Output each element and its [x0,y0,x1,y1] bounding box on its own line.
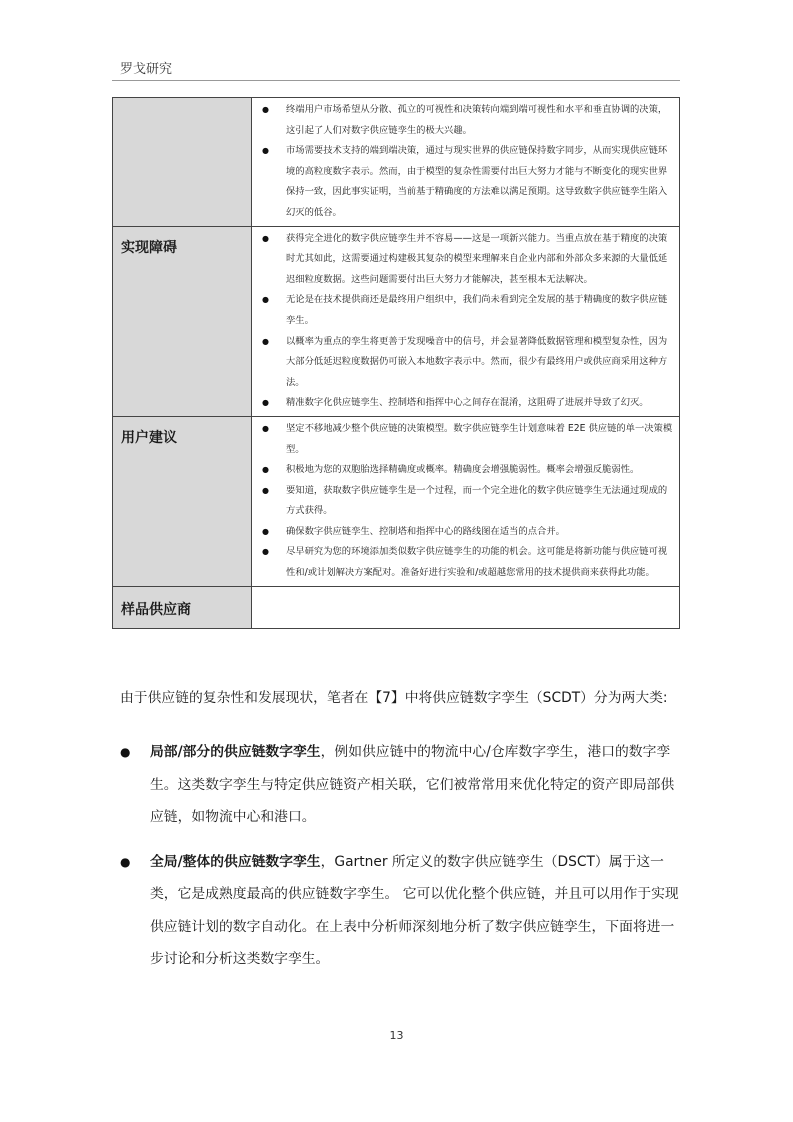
list-item: ● 终端用户市场希望从分散、孤立的可视性和决策转向端到端可视性和水平和垂直协调的决策，这引起了人们对数字供应链孪生的极大兴趣。 [264,100,673,141]
list-item [120,846,680,976]
list-item: ● 尽早研究为您的环境添加类似数字供应链孪生的功能的机会。这可能是将新功能与供应链可视性和/或计划解决方案配对。准备好进行实验和/或超越您常用的技术提供商来获得此功能。 [264,542,673,583]
bullet-lead: 局部/部分的供应链数字孪生 [150,744,321,760]
list-item: ● 确保数字供应链孪生、控制塔和指挥中心的路线图在适当的点合并。 [264,522,673,543]
row-content [252,586,680,628]
running-header: 罗戈研究 [120,62,173,77]
list-item: ● 要知道，获取数字供应链孪生是一个过程，而一个完全进化的数字供应链孪生无法通过现成的方式获得。 [264,481,673,522]
row-label: 实现障碍 [113,226,252,416]
list-item: ● 积极地为您的双胞胎选择精确度或概率。精确度会增强脆弱性。概率会增强反脆弱性。 [264,460,673,481]
table-row [113,226,680,416]
row-content [252,416,680,586]
list-item: ● 获得完全进化的数字供应链孪生并不容易——这是一项新兴能力。当重点放在基于精度的决策时尤其如此，这需要通过构建极其复杂的模型来理解来自企业内部和外部众多来源的大量低延迟细粒度数据。这些问题需要付出巨大努力才能解决，甚至根本无法解决。 [264,229,673,291]
list-item [120,736,680,834]
list-item: ● 无论是在技术提供商还是最终用户组织中，我们尚未看到完全发展的基于精确度的数字供应链孪生。 [264,290,673,331]
list-item: ● 精准数字化供应链孪生、控制塔和指挥中心之间存在混淆，这阻碍了进展并导致了幻灭。 [264,393,673,414]
row-label: 用户建议 [113,416,252,586]
table-row [113,416,680,586]
row-content [252,98,680,227]
bullet-text: ，例如供应链中的物流中心/仓库数字孪生，港口的数字孪生。这类数字孪生与特定供应链资产相关联，它们被常常用来优化特定的资产即局部供应链，如物流中心和港口。 [150,744,675,825]
table-row [113,586,680,628]
bullet-lead: 全局/整体的供应链数字孪生 [150,853,321,870]
bullet-text: ，Gartner 所定义的数字供应链孪生（DSCT）属于这一类，它是成熟度最高的供应链数字孪生。 它可以优化整个供应链，并且可以用作于实现供应链计划的数字自动化。在上表中分析师深刻地分析了数字供应链孪生，下面将进一步讨论和分析这类数字孪生。 [150,853,679,967]
table-row [113,98,680,227]
list-item: ● 以概率为重点的孪生将更善于发现噪音中的信号，并会显著降低数据管理和模型复杂性，因为大部分低延迟粒度数据仍可嵌入本地数字表示中。然而，很少有最终用户或供应商采用这种方法。 [264,332,673,394]
list-item: ● 坚定不移地减少整个供应链的决策模型。数字供应链孪生计划意味着 E2E 供应链的单一决策模型。 [264,419,673,460]
list-item: ● 市场需要技术支持的端到端决策，通过与现实世界的供应链保持数字同步，从而实现供应链环境的高粒度数字表示。然而，由于模型的复杂性需要付出巨大努力才能与不断变化的现实世界保持一致，因此事实证明，当前基于精确度的方法难以满足预期。这导致数字供应链孪生陷入幻灭的低谷。 [264,141,673,223]
hype-cycle-table [112,97,680,629]
row-label [113,98,252,227]
intro-paragraph: 由于供应链的复杂性和发展现状，笔者在【7】中将供应链数字孪生（SCDT）分为两大类: [120,690,668,706]
category-list [120,736,680,988]
page-number: 13 [389,1029,404,1042]
row-content [252,226,680,416]
row-label: 样品供应商 [113,586,252,628]
header-divider [112,80,680,81]
